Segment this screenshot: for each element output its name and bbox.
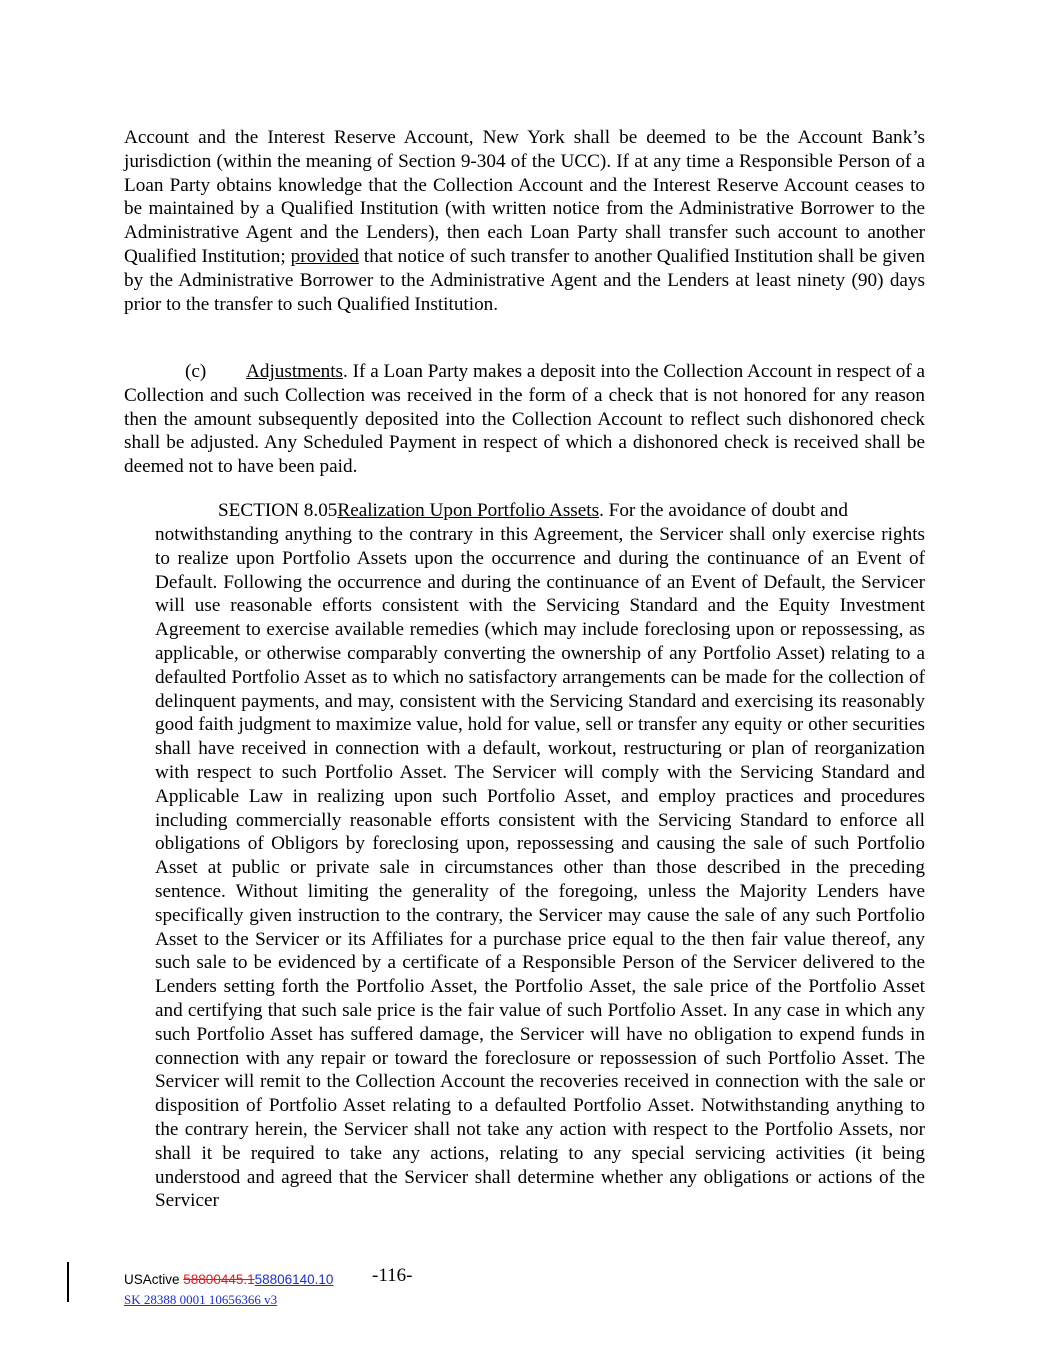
page-number: -116- xyxy=(372,1265,413,1286)
section-body-text: notwithstanding anything to the contrary in this Agreement, the Servicer shall only exercise rights to realize upon Portfolio Assets upon the occurrence and during the continuance of an Event of Default. Following the occurrence and during the continuance of an Event of Default, the Servicer will use reasonable efforts consistent with the Servicing Standard and the Equity Investment Agreement to exercise available remedies (which may include foreclosing upon or repossessing, as applicable, or otherwise comparably converting the ownership of any Portfolio Asset) relating to a defaulted Portfolio Asset as to which no satisfactory arrangements can be made for the collection of delinquent payments, and may, consistent with the Servicing Standard and exercising its reasonably good faith judgment to maximize value, hold for value, sell or transfer any equity or other securities shall have received in connection with a default, workout, restructuring or plan of reorganization with respect to such Portfolio Asset. The Servicer will comply with the Servicing Standard and Applicable Law in realizing upon such Portfolio Asset, and employ practices and procedures including commercially reasonable efforts consistent with the Servicing Standard to enforce all obligations of Obligors by foreclosing upon, repossessing and causing the sale of such Portfolio Asset at public or private sale in circumstances other than those described in the preceding sentence. Without limiting the generality of the foregoing, unless the Majority Lenders have specifically given instruction to the contrary, the Servicer may cause the sale of any such Portfolio Asset to the Servicer or its Affiliates for a purchase price equal to the then fair value thereof, any such sale to be evidenced by a certificate of a Responsible Person of the Servicer delivered to the Lenders setting forth the Portfolio Asset, the Portfolio Asset, the sale price of the Portfolio Asset and certifying that such sale price is the fair value of such Portfolio Asset. In any case in which any such Portfolio Asset has suffered damage, the Servicer will have no obligation to expend funds in connection with any repair or toward the foreclosure or repossession of such Portfolio Asset. The Servicer will remit to the Collection Account the recoveries received in connection with the sale or disposition of Portfolio Asset relating to a defaulted Portfolio Asset. Notwithstanding anything to the contrary herein, the Servicer shall not take any action with respect to the Portfolio Assets, nor shall it be required to take any actions, relating to any special servicing activities (it being understood and agreed that the Servicer shall determine whether any obligations or actions of the Servicer xyxy=(155,524,925,1212)
section-heading: Realization Upon Portfolio Assets xyxy=(337,500,600,521)
clause-label xyxy=(124,360,246,384)
p1-rest: that notice of such transfer to another Qualified Institution shall be given by the Administrative Borrower to the Administrative Agent and the Lenders at least ninety (90) days prior to the transfer to such Qualified Institution. xyxy=(124,245,925,315)
section-805-first-line xyxy=(218,499,926,523)
footer-deleted-id: 58800445.1 xyxy=(183,1272,255,1287)
footer-sk-reference[interactable]: SK 28388 0001 10656366 v3 xyxy=(124,1292,278,1307)
change-bar xyxy=(67,1262,69,1302)
section-805-body xyxy=(155,523,925,1213)
clause-label-text: (c) xyxy=(185,361,207,382)
paragraph-account-jurisdiction xyxy=(124,126,925,316)
section-number: SECTION 8.05 xyxy=(218,500,338,521)
adjustments-heading: Adjustments xyxy=(246,361,344,382)
footer-prefix: USActive xyxy=(124,1272,184,1287)
provided-term: provided xyxy=(290,245,359,267)
footer-inserted-id: 58806140.10 xyxy=(254,1272,334,1287)
paragraph-adjustments xyxy=(124,360,925,479)
section-first-line-text: . For the avoidance of doubt and xyxy=(599,500,848,521)
adjustments-text: . If a Loan Party makes a deposit into the Collection Account in respect of a Collection and such Collection was received in the form of a check that is not honored for any reason then the amount subsequently deposited into the Collection Account to reflect such dishonored check shall be adjusted. Any Scheduled Payment in respect of which a dishonored check is received shall be deemed not to have been paid. xyxy=(124,361,925,478)
p1-text: Account and the Interest Reserve Account, New York shall be deemed to be the Account Bank’s jurisdiction (within the meaning of Section 9-304 of the UCC). If at any time a Responsible Person of a Loan Party obtains knowledge that the Collection Account and the Interest Reserve Account ceases to be maintained by a Qualified Institution (with written notice from the Administrative Borrower to the Administrative Agent and the Lenders), then each Loan Party shall transfer such account to another Qualified Institution; xyxy=(124,127,925,267)
